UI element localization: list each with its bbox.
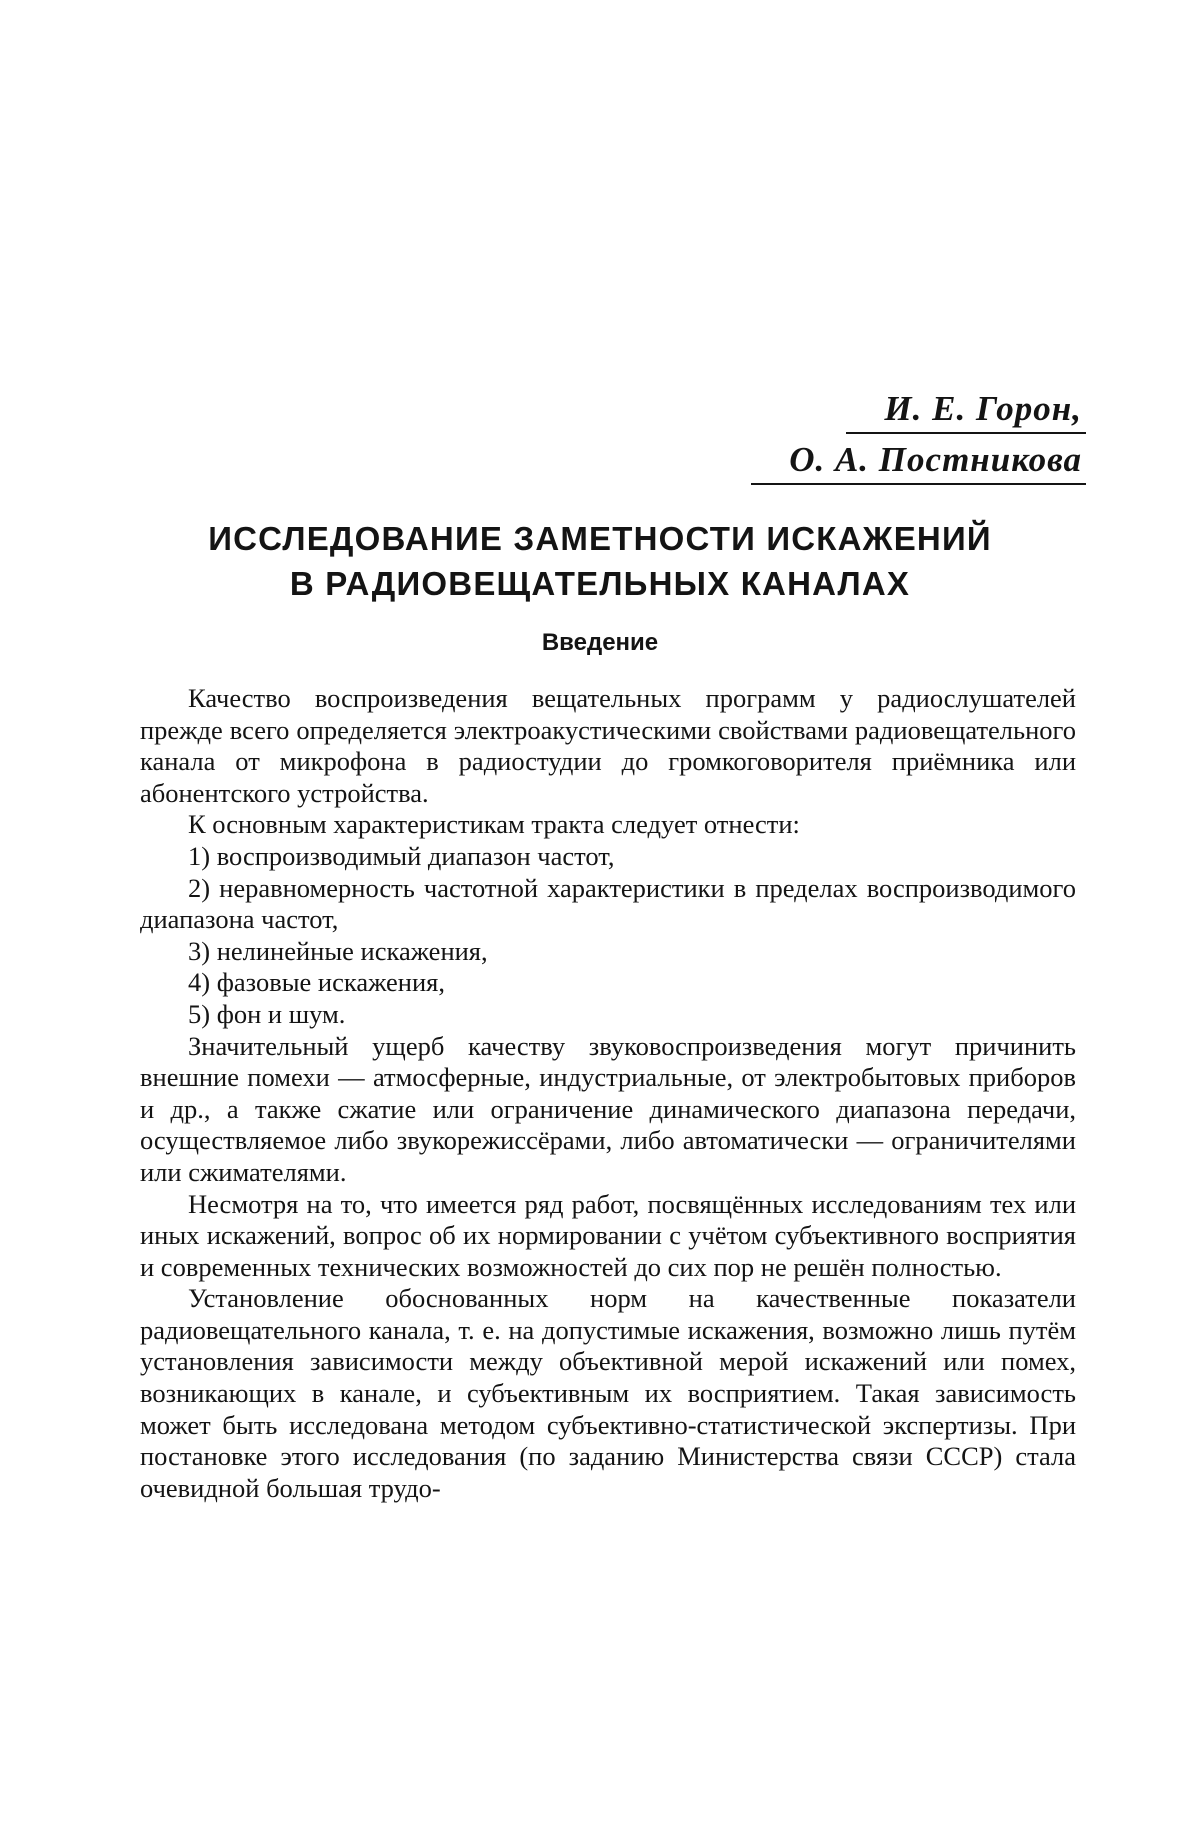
- paragraph: Несмотря на то, что имеется ряд работ, посвящённых исследованиям тех или иных искажений, вопрос об их нормировании с учётом субъективного восприятия и современных технических возможностей до сих пор не решён полностью.: [140, 1188, 1076, 1282]
- list-item: 2) неравномерность частотной характеристики в пределах воспроизводимого диапазона частот,: [140, 872, 1076, 935]
- author-name: [751, 434, 1086, 485]
- paragraph: Качество воспроизведения вещательных программ у радиослушателей прежде всего определяется электроакустическими свойствами радиовещательного канала от микрофона в радиостудии до громкоговорителя приёмника или абонентского устройства.: [140, 683, 1076, 808]
- list-item: 5) фон и шум.: [188, 998, 346, 1029]
- list-item: 4) фазовые искажения,: [188, 967, 445, 998]
- author-name-text: О. А. Постникова: [751, 436, 1086, 485]
- list-item: 1) воспроизводимый диапазон частот,: [188, 840, 615, 871]
- body-text: [140, 683, 1076, 1504]
- section-heading: Введение: [541, 629, 659, 656]
- author-name-text: И. Е. Горон,: [846, 385, 1086, 434]
- list-item: 3) нелинейные искажения,: [188, 935, 488, 966]
- paragraph: Значительный ущерб качеству звуковоспроизведения могут причинить внешние помехи — атмосферные, индустриальные, от электробытовых приборов и др., а также сжатие или ограничение динамического диапазона передачи, осуществляемое либо звукорежиссёрами, либо автоматически — ограничителями или сжимателями.: [140, 1030, 1076, 1187]
- title-line: В РАДИОВЕЩАТЕЛЬНЫХ КАНАЛАХ: [289, 565, 911, 602]
- paragraph: К основным характеристикам тракта следует отнести:: [188, 809, 800, 840]
- title-line: ИССЛЕДОВАНИЕ ЗАМЕТНОСТИ ИСКАЖЕНИЙ: [208, 520, 992, 557]
- author-name: [751, 383, 1086, 434]
- article-title: [0, 516, 1200, 606]
- authors-block: [751, 383, 1086, 485]
- paragraph: Установление обоснованных норм на качественные показатели радиовещательного канала, т. е. на допустимые искажения, возможно лишь путём установления зависимости между объективной мерой искажений или помех, возникающих в канале, и субъективным их восприятием. Такая зависимость может быть исследована методом субъективно-статистической экспертизы. При постановке этого исследования (по заданию Министерства связи СССР) стала очевидной большая трудо-: [140, 1283, 1076, 1503]
